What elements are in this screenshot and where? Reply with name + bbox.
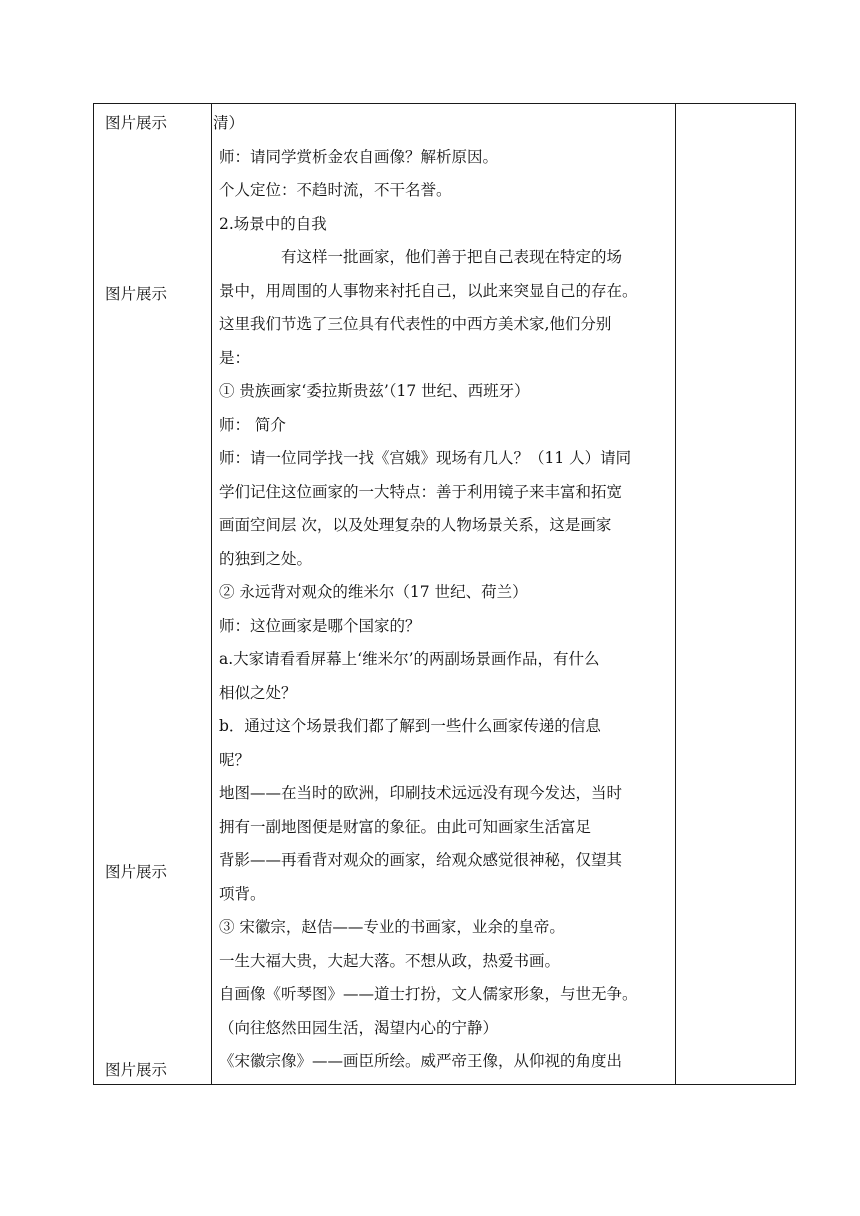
content-line: （向往悠然田园生活，渴望内心的宁静）	[219, 1018, 499, 1037]
image-display-label: 图片展示	[105, 285, 168, 303]
content-line: 项背。	[219, 884, 266, 903]
section-heading: 2.场景中的自我	[219, 214, 327, 233]
content-line: 呢？	[219, 750, 251, 769]
content-line: 这里我们节选了三位具有代表性的中西方美术家,他们分别	[219, 315, 612, 333]
notes-column	[676, 104, 796, 1084]
lesson-table	[93, 103, 796, 1085]
image-display-label: 图片展示	[105, 863, 168, 881]
content-line: 师： 简介	[219, 415, 286, 434]
content-line: ② 永远背对观众的维米尔（17 世纪、荷兰）	[219, 583, 528, 601]
content-line: ① 贵族画家‘委拉斯贵兹’（17 世纪、西班牙）	[219, 382, 530, 400]
image-display-label: 图片展示	[105, 114, 168, 132]
content-line: 背影——再看背对观众的画家，给观众感觉很神秘，仅望其	[219, 851, 623, 869]
content-line: 清）	[213, 114, 245, 132]
content-line: 学们记住这位画家的一大特点：善于利用镜子来丰富和拓宽	[219, 482, 623, 501]
content-line: ③ 宋徽宗，赵佶——专业的书画家，业余的皇帝。	[219, 918, 565, 936]
content-line: 是：	[219, 348, 251, 367]
content-line: 景中，用周围的人事物来衬托自己，以此来突显自己的存在。	[219, 281, 638, 300]
content-line: 画面空间层 次，以及处理复杂的人物场景关系，这是画家	[219, 516, 612, 534]
content-line: 师：请一位同学找一找《宫娥》现场有几人？（11 人）请同	[219, 449, 632, 467]
content-line: 师：这位画家是哪个国家的？	[219, 616, 421, 635]
content-line: 有这样一批画家，他们善于把自己表现在特定的场	[281, 248, 623, 266]
lesson-content	[213, 111, 669, 1083]
content-line: 地图——在当时的欧洲，印刷技术远远没有现今发达，当时	[219, 784, 623, 802]
column-divider-left	[211, 104, 212, 1084]
content-line: 的独到之处。	[219, 549, 313, 568]
content-line: 《宋徽宗像》——画臣所绘。威严帝王像，从仰视的角度出	[219, 1052, 623, 1070]
content-line: b．通过这个场景我们都了解到一些什么画家传递的信息	[219, 717, 601, 735]
image-display-label: 图片展示	[105, 1061, 168, 1079]
content-line: 师：请同学赏析金农自画像？解析原因。	[219, 147, 499, 166]
content-line: 自画像《听琴图》——道士打扮，文人儒家形象，与世无争。	[219, 985, 638, 1003]
content-line: 个人定位：不趋时流，不干名誉。	[219, 181, 452, 199]
content-line: 拥有一副地图便是财富的象征。由此可知画家生活富足	[219, 817, 592, 836]
label-column	[94, 104, 211, 1084]
content-line: 一生大福大贵，大起大落。不想从政，热爱书画。	[219, 951, 561, 970]
content-line: 相似之处？	[219, 683, 297, 702]
content-line: a.大家请看看屏幕上‘维米尔’的两副场景画作品，有什么	[219, 650, 600, 668]
